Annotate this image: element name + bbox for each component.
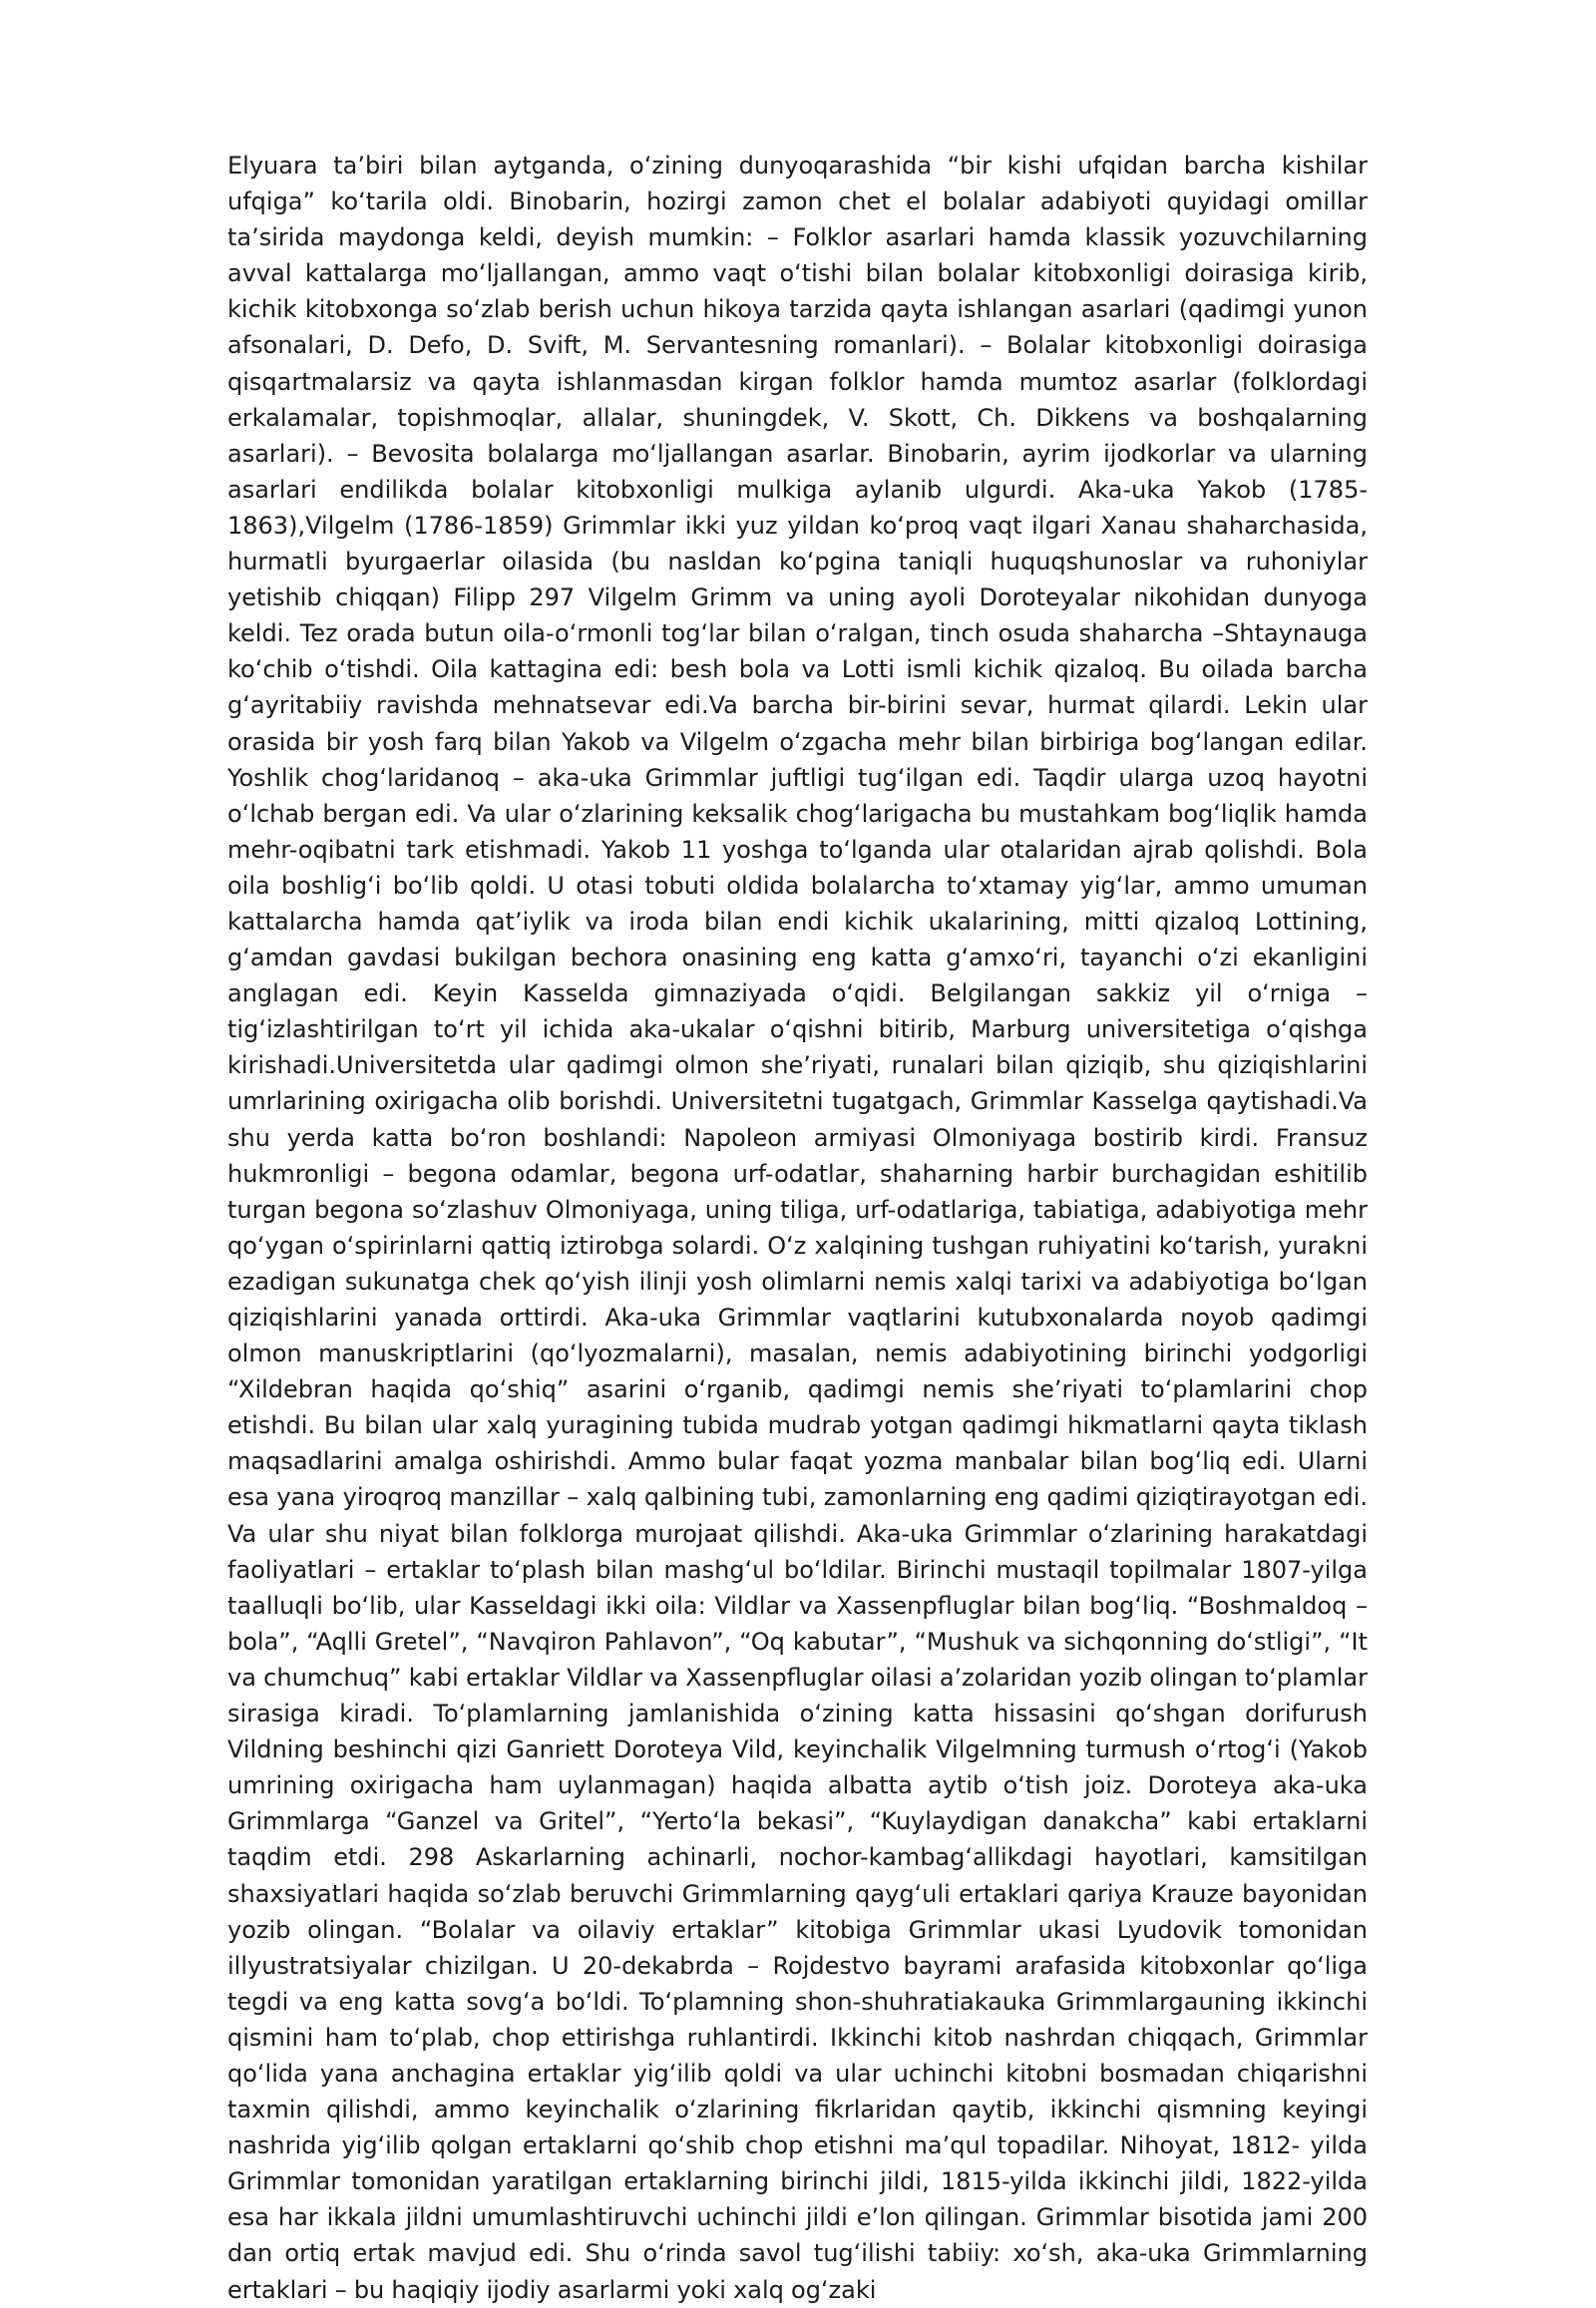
body-paragraph: Elyuara ta’biri bilan aytganda, oʻzining dunyoqarashida “bir kishi ufqidan barcha kishilar ufqiga” koʻtarila oldi. Binobarin, hozirgi zamon chet el bolalar adabiyoti quyidagi omillar ta’sirida maydonga keldi, deyish mumkin: – Folklor asarlari hamda klassik yozuvchilarning avval kattalarga moʻljallangan, ammo vaqt oʻtishi bilan bolalar kitobxonligi doirasiga kirib, kichik kitobxonga soʻzlab berish uchun hikoya tarzida qayta ishlangan asarlari (qadimgi yunon afsonalari, D. Defo, D. Svift, M. Servantesning romanlari). – Bolalar kitobxonligi doirasiga qisqartmalarsiz va qayta ishlanmasdan kirgan folklor hamda mumtoz asarlar (folklordagi erkalamalar, topishmoqlar, allalar, shuningdek, V. Skott, Ch. Dikkens va boshqalarning asarlari). – Bevosita bolalarga moʻljallangan asarlar. Binobarin, ayrim ijodkorlar va ularning asarlari endilikda bolalar kitobxonligi mulkiga aylanib ulgurdi. Aka-uka Yakob (1785-1863),Vilgelm (1786-1859) Grimmlar ikki yuz yildan koʻproq vaqt ilgari Xanau shaharchasida, hurmatli byurgaerlar oilasida (bu nasldan koʻpgina taniqli huquqshunoslar va ruhoniylar yetishib chiqqan) Filipp 297 Vilgelm Grimm va uning ayoli Doroteyalar nikohidan dunyoga keldi. Tez orada butun oila-oʻrmonli togʻlar bilan oʻralgan, tinch osuda shaharcha –Shtaynauga koʻchib oʻtishdi. Oila kattagina edi: besh bola va Lotti ismli kichik qizaloq. Bu oilada barcha gʻayritabiiy ravishda mehnatsevar edi.Va barcha bir-birini sevar, hurmat qilardi. Lekin ular orasida bir yosh farq bilan Yakob va Vilgelm oʻzgacha mehr bilan birbiriga bogʻlangan edilar. Yoshlik chogʻlaridanoq – aka-uka Grimmlar juftligi tugʻilgan edi. Taqdir ularga uzoq hayotni oʻlchab bergan edi. Va ular oʻzlarining keksalik chogʻlarigacha bu mustahkam bogʻliqlik hamda mehr-oqibatni tark etishmadi. Yakob 11 yoshga toʻlganda ular otalaridan ajrab qolishdi. Bola oila boshligʻi boʻlib qoldi. U otasi tobuti oldida bolalarcha toʻxtamay yigʻlar, ammo umuman kattalarcha hamda qat’iylik va iroda bilan endi kichik ukalarining, mitti qizaloq Lottining, gʻamdan gavdasi bukilgan bechora onasining eng katta gʻamxoʻri, tayanchi oʻzi ekanligini anglagan edi. Keyin Kasselda gimnaziyada oʻqidi. Belgilangan sakkiz yil oʻrniga – tigʻizlashtirilgan toʻrt yil ichida aka-ukalar oʻqishni bitirib, Marburg universitetiga oʻqishga kirishadi.Universitetda ular qadimgi olmon she’riyati, runalari bilan qiziqib, shu qiziqishlarini umrlarining oxirigacha olib borishdi. Universitetni tugatgach, Grimmlar Kasselga qaytishadi.Va shu yerda katta boʻron boshlandi: Napoleon armiyasi Olmoniyaga bostirib kirdi. Fransuz hukmronligi – begona odamlar, begona urf-odatlar, shaharning harbir burchagidan eshitilib turgan begona soʻzlashuv Olmoniyaga, uning tiliga, urf-odatlariga, tabiatiga, adabiyotiga mehr qoʻygan oʻspirinlarni qattiq iztirobga solardi. Oʻz xalqining tushgan ruhiyatini koʻtarish, yurakni ezadigan sukunatga chek qoʻyish ilinji yosh olimlarni nemis xalqi tarixi va adabiyotiga boʻlgan qiziqishlarini yanada orttirdi. Aka-uka Grimmlar vaqtlarini kutubxonalarda noyob qadimgi olmon manuskriptlarini (qoʻlyozmalarni), masalan, nemis adabiyotining birinchi yodgorligi “Xildebran haqida qoʻshiq” asarini oʻrganib, qadimgi nemis she’riyati toʻplamlarini chop etishdi. Bu bilan ular xalq yuragining tubida mudrab yotgan qadimgi hikmatlarni qayta tiklash maqsadlarini amalga oshirishdi. Ammo bular faqat yozma manbalar bilan bogʻliq edi. Ularni esa yana yiroqroq manzillar – xalq qalbining tubi, zamonlarning eng qadimi qiziqtirayotgan edi. Va ular shu niyat bilan folklorga murojaat qilishdi. Aka-uka Grimmlar oʻzlarining harakatdagi faoliyatlari – ertaklar toʻplash bilan mashgʻul boʻldilar. Birinchi mustaqil topilmalar 1807-yilga taalluqli boʻlib, ular Kasseldagi ikki oila: Vildlar va Xassenpfluglar bilan bogʻliq. “Boshmaldoq – bola”, “Aqlli Gretel”, “Navqiron Pahlavon”, “Oq kabutar”, “Mushuk va sichqonning doʻstligi”, “It va chumchuq” kabi ertaklar Vildlar va Xassenpfluglar oilasi a’zolaridan yozib olingan toʻplamlar sirasiga kiradi. Toʻplamlarning jamlanishida oʻzining katta hissasini qoʻshgan dorifurush Vildning beshinchi qizi Ganriett Doroteya Vild, keyinchalik Vilgelmning turmush oʻrtogʻi (Yakob umrining oxirigacha ham uylanmagan) haqida albatta aytib oʻtish joiz. Doroteya aka-uka Grimmlarga “Ganzel va Gritel”, “Yertoʻla bekasi”, “Kuylaydigan danakcha” kabi ertaklarni taqdim etdi. 298 Askarlarning achinarli, nochor-kambagʻallikdagi hayotlari, kamsitilgan shaxsiyatlari haqida soʻzlab beruvchi Grimmlarning qaygʻuli ertaklari qariya Krauze bayonidan yozib olingan. “Bolalar va oilaviy ertaklar” kitobiga Grimmlar ukasi Lyudovik tomonidan illyustratsiyalar chizilgan. U 20-dekabrda – Rojdestvo bayrami arafasida kitobxonlar qoʻliga tegdi va eng katta sovgʻa boʻldi. Toʻplamning shon-shuhratiakauka Grimmlargauning ikkinchi qismini ham toʻplab, chop ettirishga ruhlantirdi. Ikkinchi kitob nashrdan chiqqach, Grimmlar qoʻlida yana anchagina ertaklar yigʻilib qoldi va ular uchinchi kitobni bosmadan chiqarishni taxmin qilishdi, ammo keyinchalik oʻzlarining fikrlaridan qaytib, ikkinchi qismning keyingi nashrida yigʻilib qolgan ertaklarni qoʻshib chop etishni ma’qul topadilar. Nihoyat, 1812- yilda Grimmlar tomonidan yaratilgan ertaklarning birinchi jildi, 1815-yilda ikkinchi jildi, 1822-yilda esa har ikkala jildni umumlashtiruvchi uchinchi jildi e’lon qilingan. Grimmlar bisotida jami 200 dan ortiq ertak mavjud edi. Shu oʻrinda savol tugʻilishi tabiiy: xoʻsh, aka-uka Grimmlarning ertaklari – bu haqiqiy ijodiy asarlarmi yoki xalq ogʻzaki xyxy=(227,152,1368,2304)
document-page xyxy=(227,148,1368,2308)
